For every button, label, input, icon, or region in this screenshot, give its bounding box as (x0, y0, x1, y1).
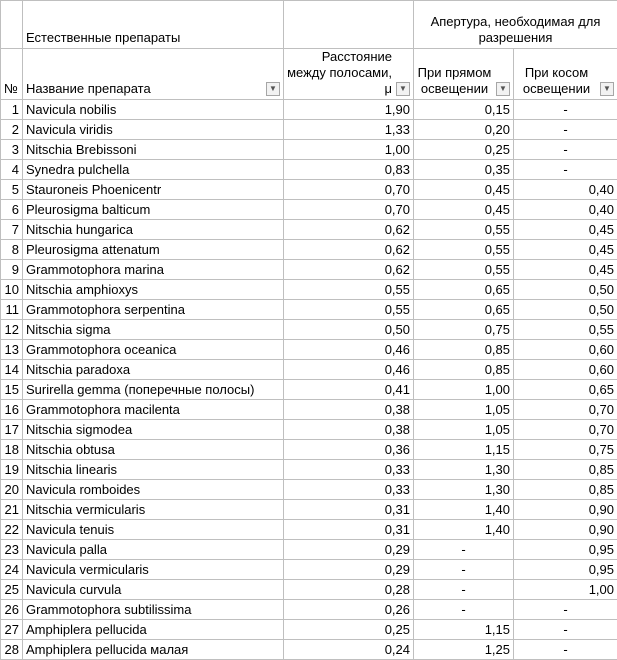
aperture-direct[interactable]: - (414, 580, 514, 600)
preparation-name[interactable]: Amphiplera pellucida малая (23, 640, 284, 660)
stripe-distance[interactable]: 0,38 (284, 400, 414, 420)
row-number[interactable]: 11 (1, 300, 23, 320)
table-row (1, 560, 617, 580)
row-number[interactable]: 14 (1, 360, 23, 380)
preparation-name[interactable]: Synedra pulchella (23, 160, 284, 180)
header-distance-label: Расстояние между полосами, μ (287, 49, 392, 96)
preparation-name[interactable]: Pleurosigma attenatum (23, 240, 284, 260)
table-row (1, 620, 617, 640)
table-row (1, 480, 617, 500)
preparation-name[interactable]: Pleurosigma balticum (23, 200, 284, 220)
aperture-direct[interactable]: 1,40 (414, 520, 514, 540)
preparation-name[interactable]: Grammotophora oceanica (23, 340, 284, 360)
aperture-direct[interactable]: 1,30 (414, 460, 514, 480)
aperture-direct[interactable]: 1,25 (414, 640, 514, 660)
filter-dropdown-icon[interactable]: ▼ (266, 82, 280, 96)
aperture-oblique[interactable]: 0,50 (514, 300, 617, 320)
aperture-direct[interactable]: - (414, 540, 514, 560)
preparation-name[interactable]: Nitschia sigmodea (23, 420, 284, 440)
aperture-direct[interactable]: 0,15 (414, 100, 514, 120)
row-number[interactable]: 12 (1, 320, 23, 340)
stripe-distance[interactable]: 0,28 (284, 580, 414, 600)
aperture-oblique[interactable]: 0,65 (514, 380, 617, 400)
header-row-2 (1, 49, 617, 100)
aperture-direct[interactable]: 0,75 (414, 320, 514, 340)
table-row (1, 180, 617, 200)
stripe-distance[interactable]: 0,83 (284, 160, 414, 180)
header-name[interactable] (23, 49, 284, 100)
aperture-direct[interactable]: 0,65 (414, 300, 514, 320)
stripe-distance[interactable]: 0,50 (284, 320, 414, 340)
aperture-oblique[interactable]: 0,95 (514, 560, 617, 580)
preparation-name[interactable]: Grammotophora subtilissima (23, 600, 284, 620)
aperture-oblique[interactable]: 0,45 (514, 220, 617, 240)
preparation-name[interactable]: Grammotophora marina (23, 260, 284, 280)
stripe-distance[interactable]: 0,33 (284, 460, 414, 480)
aperture-oblique[interactable]: 0,70 (514, 400, 617, 420)
filter-dropdown-icon[interactable]: ▼ (600, 82, 614, 96)
stripe-distance[interactable]: 0,24 (284, 640, 414, 660)
table-row (1, 280, 617, 300)
preparation-name[interactable]: Nitschia amphioxys (23, 280, 284, 300)
row-number[interactable]: 28 (1, 640, 23, 660)
filter-dropdown-icon[interactable]: ▼ (396, 82, 410, 96)
table-row (1, 500, 617, 520)
preparation-name[interactable]: Navicula palla (23, 540, 284, 560)
table-row (1, 320, 617, 340)
aperture-oblique[interactable]: 0,40 (514, 200, 617, 220)
aperture-direct[interactable]: 0,25 (414, 140, 514, 160)
aperture-oblique[interactable]: 0,90 (514, 500, 617, 520)
aperture-oblique[interactable]: - (514, 600, 617, 620)
stripe-distance[interactable]: 0,62 (284, 240, 414, 260)
table-row (1, 440, 617, 460)
aperture-direct[interactable]: 1,30 (414, 480, 514, 500)
header-direct[interactable] (414, 49, 514, 100)
aperture-direct[interactable]: 0,55 (414, 240, 514, 260)
aperture-oblique[interactable]: - (514, 640, 617, 660)
stripe-distance[interactable]: 0,29 (284, 560, 414, 580)
aperture-oblique[interactable]: 0,90 (514, 520, 617, 540)
aperture-direct[interactable]: 1,15 (414, 440, 514, 460)
aperture-oblique[interactable]: - (514, 160, 617, 180)
stripe-distance[interactable]: 0,31 (284, 520, 414, 540)
preparation-name[interactable]: Nitschia linearis (23, 460, 284, 480)
aperture-direct[interactable]: 1,00 (414, 380, 514, 400)
row-number[interactable]: 3 (1, 140, 23, 160)
header-distance-top (284, 1, 414, 49)
row-number[interactable]: 19 (1, 460, 23, 480)
stripe-distance[interactable]: 0,46 (284, 340, 414, 360)
table-row (1, 220, 617, 240)
row-number[interactable]: 20 (1, 480, 23, 500)
stripe-distance[interactable]: 1,00 (284, 140, 414, 160)
row-number[interactable]: 27 (1, 620, 23, 640)
stripe-distance[interactable]: 0,70 (284, 200, 414, 220)
aperture-direct[interactable]: 0,85 (414, 360, 514, 380)
stripe-distance[interactable]: 0,70 (284, 180, 414, 200)
row-number[interactable]: 17 (1, 420, 23, 440)
header-name-label: Название препарата (26, 81, 151, 96)
table-row (1, 340, 617, 360)
preparation-name[interactable]: Nitschia Brebissoni (23, 140, 284, 160)
row-number[interactable]: 25 (1, 580, 23, 600)
table-row (1, 300, 617, 320)
row-number[interactable]: 26 (1, 600, 23, 620)
header-oblique-label: При косом освещении (523, 65, 590, 96)
table-row (1, 240, 617, 260)
aperture-direct[interactable]: 0,55 (414, 220, 514, 240)
aperture-direct[interactable]: 1,05 (414, 400, 514, 420)
aperture-direct[interactable]: 0,20 (414, 120, 514, 140)
table-row (1, 160, 617, 180)
preparation-name[interactable]: Grammotophora macilenta (23, 400, 284, 420)
preparation-name[interactable]: Nitschia vermicularis (23, 500, 284, 520)
group-header-aperture: Апертура, необходимая для разрешения (414, 1, 617, 49)
stripe-distance[interactable]: 0,62 (284, 220, 414, 240)
aperture-oblique[interactable]: 0,50 (514, 280, 617, 300)
stripe-distance[interactable]: 0,25 (284, 620, 414, 640)
aperture-oblique[interactable]: - (514, 620, 617, 640)
stripe-distance[interactable]: 1,33 (284, 120, 414, 140)
row-number[interactable]: 9 (1, 260, 23, 280)
stripe-distance[interactable]: 0,33 (284, 480, 414, 500)
row-number[interactable]: 2 (1, 120, 23, 140)
header-num-top (1, 1, 23, 49)
aperture-oblique[interactable]: 0,45 (514, 260, 617, 280)
aperture-oblique[interactable]: - (514, 140, 617, 160)
aperture-direct[interactable]: 0,45 (414, 180, 514, 200)
preparation-name[interactable]: Grammotophora serpentina (23, 300, 284, 320)
preparation-name[interactable]: Navicula curvula (23, 580, 284, 600)
aperture-oblique[interactable]: 0,85 (514, 460, 617, 480)
preparation-name[interactable]: Nitschia hungarica (23, 220, 284, 240)
header-distance[interactable] (284, 49, 414, 100)
row-number[interactable]: 4 (1, 160, 23, 180)
row-number[interactable]: 24 (1, 560, 23, 580)
aperture-direct[interactable]: 1,40 (414, 500, 514, 520)
aperture-direct[interactable]: 1,05 (414, 420, 514, 440)
aperture-direct[interactable]: 0,65 (414, 280, 514, 300)
stripe-distance[interactable]: 0,41 (284, 380, 414, 400)
aperture-oblique[interactable]: 0,45 (514, 240, 617, 260)
table-row (1, 460, 617, 480)
row-number[interactable]: 6 (1, 200, 23, 220)
aperture-oblique[interactable]: 0,55 (514, 320, 617, 340)
stripe-distance[interactable]: 0,31 (284, 500, 414, 520)
table-row (1, 140, 617, 160)
aperture-oblique[interactable]: - (514, 120, 617, 140)
row-number[interactable]: 23 (1, 540, 23, 560)
aperture-direct[interactable]: - (414, 560, 514, 580)
stripe-distance[interactable]: 0,36 (284, 440, 414, 460)
table-row (1, 100, 617, 120)
aperture-direct[interactable]: 1,15 (414, 620, 514, 640)
stripe-distance[interactable]: 0,55 (284, 280, 414, 300)
aperture-oblique[interactable]: 0,95 (514, 540, 617, 560)
table-row (1, 520, 617, 540)
stripe-distance[interactable]: 0,38 (284, 420, 414, 440)
aperture-oblique[interactable]: - (514, 100, 617, 120)
preparation-name[interactable]: Surirella gemma (поперечные полосы) (23, 380, 284, 400)
table-row (1, 260, 617, 280)
table-row (1, 580, 617, 600)
aperture-direct[interactable]: 0,55 (414, 260, 514, 280)
aperture-direct[interactable]: - (414, 600, 514, 620)
preparation-name[interactable]: Navicula viridis (23, 120, 284, 140)
row-number[interactable]: 5 (1, 180, 23, 200)
table-row (1, 120, 617, 140)
row-number[interactable]: 8 (1, 240, 23, 260)
aperture-oblique[interactable]: 0,85 (514, 480, 617, 500)
row-number[interactable]: 13 (1, 340, 23, 360)
preparation-name[interactable]: Nitschia paradoxa (23, 360, 284, 380)
header-oblique[interactable] (514, 49, 617, 100)
aperture-direct[interactable]: 0,35 (414, 160, 514, 180)
preparation-name[interactable]: Nitschia sigma (23, 320, 284, 340)
row-number[interactable]: 1 (1, 100, 23, 120)
table-row (1, 540, 617, 560)
aperture-direct[interactable]: 0,45 (414, 200, 514, 220)
row-number[interactable]: 15 (1, 380, 23, 400)
aperture-oblique[interactable]: 0,60 (514, 340, 617, 360)
stripe-distance[interactable]: 0,46 (284, 360, 414, 380)
stripe-distance[interactable]: 0,26 (284, 600, 414, 620)
group-header-natural: Естественные препараты (23, 1, 284, 49)
aperture-oblique[interactable]: 0,40 (514, 180, 617, 200)
row-number[interactable]: 21 (1, 500, 23, 520)
aperture-oblique[interactable]: 0,75 (514, 440, 617, 460)
row-number[interactable]: 16 (1, 400, 23, 420)
table-row (1, 420, 617, 440)
stripe-distance[interactable]: 0,29 (284, 540, 414, 560)
row-number[interactable]: 7 (1, 220, 23, 240)
aperture-oblique[interactable]: 0,60 (514, 360, 617, 380)
stripe-distance[interactable]: 0,62 (284, 260, 414, 280)
preparation-name[interactable]: Stauroneis Phoenicentr (23, 180, 284, 200)
row-number[interactable]: 22 (1, 520, 23, 540)
stripe-distance[interactable]: 0,55 (284, 300, 414, 320)
table-row (1, 360, 617, 380)
preparation-name[interactable]: Navicula nobilis (23, 100, 284, 120)
header-row-1 (1, 1, 617, 49)
row-number[interactable]: 18 (1, 440, 23, 460)
header-direct-label: При прямом освещении (418, 65, 492, 96)
preparation-name[interactable]: Navicula vermicularis (23, 560, 284, 580)
preparation-name[interactable]: Nitschia obtusa (23, 440, 284, 460)
aperture-direct[interactable]: 0,85 (414, 340, 514, 360)
table-row (1, 640, 617, 660)
table-row (1, 380, 617, 400)
filter-dropdown-icon[interactable]: ▼ (496, 82, 510, 96)
preparation-name[interactable]: Navicula romboides (23, 480, 284, 500)
table-row (1, 200, 617, 220)
stripe-distance[interactable]: 1,90 (284, 100, 414, 120)
header-num: № (1, 49, 23, 100)
table-row (1, 400, 617, 420)
preparation-name[interactable]: Navicula tenuis (23, 520, 284, 540)
table-row (1, 600, 617, 620)
preparation-name[interactable]: Amphiplera pellucida (23, 620, 284, 640)
aperture-oblique[interactable]: 0,70 (514, 420, 617, 440)
row-number[interactable]: 10 (1, 280, 23, 300)
aperture-oblique[interactable]: 1,00 (514, 580, 617, 600)
